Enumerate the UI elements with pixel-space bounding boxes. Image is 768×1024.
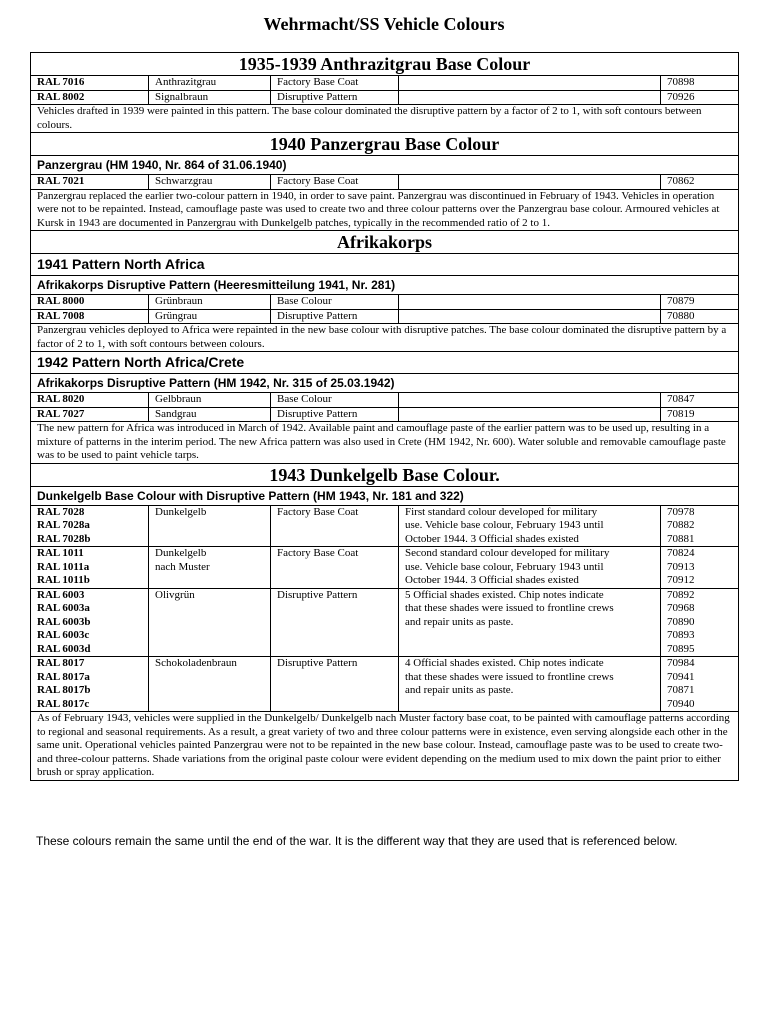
colour-notes-cell: [399, 657, 661, 712]
colour-usage: Base Colour: [271, 295, 399, 310]
paint-code: 70890: [667, 615, 695, 628]
section-subheading: 1941 Pattern North Africa: [31, 254, 739, 276]
colour-notes-cell: [399, 588, 661, 657]
ral-code-list: [31, 547, 149, 589]
section-subheading: 1942 Pattern North Africa/Crete: [31, 352, 739, 374]
colour-notes: [399, 407, 661, 422]
ral-code: RAL 1011b: [37, 574, 90, 586]
description-row: [31, 189, 739, 231]
description-row: [31, 324, 739, 352]
colour-name: Sandgrau: [149, 407, 271, 422]
paint-codes-cell: [661, 657, 739, 712]
colour-notes: [399, 76, 661, 91]
paint-code: 70968: [667, 602, 695, 614]
section-heading: 1935-1939 Anthrazitgrau Base Colour: [31, 53, 739, 76]
colour-notes-line: that these shades were issued to frontline crews: [405, 602, 614, 614]
paint-codes-cell: [661, 588, 739, 657]
colour-name: Anthrazitgrau: [149, 76, 271, 91]
paint-codes: 70880: [661, 309, 739, 324]
ral-code-list: [31, 588, 149, 657]
colour-notes-cell: [399, 547, 661, 589]
ral-code: RAL 1011a: [37, 560, 90, 573]
paint-code: 70881: [667, 532, 695, 545]
colour-name-cell: [149, 657, 271, 712]
ral-code-list: [31, 505, 149, 547]
paint-code: 70913: [667, 560, 695, 573]
section-description: Vehicles drafted in 1939 were painted in this pattern. The base colour dominated the disruptive pattern by a factor of 2 to 1, with soft contours between colours.: [31, 105, 739, 133]
paint-code: 70892: [667, 588, 695, 601]
vehicle-colours-table: [30, 52, 739, 781]
table-row: [31, 657, 739, 712]
section-heading-row: [31, 53, 739, 76]
paint-codes-cell: [661, 547, 739, 589]
subheading-row: [31, 374, 739, 393]
colour-name: nach Muster: [155, 560, 210, 573]
colour-name: Schokoladenbraun: [155, 657, 237, 669]
colour-notes-line: and repair units as paste.: [405, 615, 514, 628]
colour-name: Signalbraun: [149, 90, 271, 105]
colour-notes: [399, 90, 661, 105]
section-heading: 1940 Panzergrau Base Colour: [31, 133, 739, 156]
colour-notes: [399, 309, 661, 324]
ral-code: RAL 8017c: [37, 697, 90, 710]
colour-notes-line: October 1944. 3 Official shades existed: [405, 574, 579, 586]
table-row: [31, 90, 739, 105]
colour-notes: [399, 175, 661, 190]
paint-codes: 70862: [661, 175, 739, 190]
ral-code: RAL 8000: [31, 295, 149, 310]
colour-usage: Base Colour: [271, 393, 399, 408]
description-row: [31, 422, 739, 464]
colour-usage: Disruptive Pattern: [271, 309, 399, 324]
paint-code: 70940: [667, 697, 695, 710]
paint-code: 70912: [667, 574, 695, 586]
colour-notes-line: that these shades were issued to frontline crews: [405, 670, 614, 683]
ral-code: RAL 6003a: [37, 602, 90, 614]
section-subheading: Afrikakorps Disruptive Pattern (Heeresmitteilung 1941, Nr. 281): [31, 276, 739, 295]
ral-code: RAL 7028a: [37, 519, 90, 531]
table-row: [31, 407, 739, 422]
colour-notes-line: 5 Official shades existed. Chip notes indicate: [405, 588, 604, 601]
colour-name: Dunkelgelb: [155, 505, 207, 518]
ral-code: RAL 6003b: [37, 615, 91, 628]
colour-usage: Factory Base Coat: [271, 76, 399, 91]
ral-code: RAL 7028: [37, 505, 85, 518]
paint-code: 70882: [667, 519, 695, 531]
table-row: [31, 505, 739, 547]
colour-notes-line: and repair units as paste.: [405, 684, 514, 696]
ral-code: RAL 6003: [37, 588, 85, 601]
paint-codes: 70879: [661, 295, 739, 310]
subheading-row: [31, 486, 739, 505]
description-row: [31, 105, 739, 133]
ral-code: RAL 7016: [31, 76, 149, 91]
table-row: [31, 76, 739, 91]
colour-name-cell: [149, 547, 271, 589]
colour-usage: Factory Base Coat: [271, 505, 399, 547]
paint-code: 70871: [667, 684, 695, 696]
ral-code: RAL 1011: [37, 547, 84, 559]
section-subheading: Panzergrau (HM 1940, Nr. 864 of 31.06.1940): [31, 156, 739, 175]
section-heading: 1943 Dunkelgelb Base Colour.: [31, 463, 739, 486]
colour-usage: Disruptive Pattern: [271, 90, 399, 105]
colour-name: Dunkelgelb: [155, 547, 207, 559]
table-row: [31, 295, 739, 310]
colour-name: Schwarzgrau: [149, 175, 271, 190]
paint-code: 70893: [667, 629, 695, 641]
ral-code-list: [31, 657, 149, 712]
paint-code: 70941: [667, 670, 695, 683]
paint-code: 70824: [667, 547, 695, 559]
colour-usage: Factory Base Coat: [271, 547, 399, 589]
ral-code: RAL 8017a: [37, 670, 90, 683]
paint-code: 70895: [667, 642, 695, 655]
paint-code: 70978: [667, 505, 695, 518]
paint-codes: 70898: [661, 76, 739, 91]
ral-code: RAL 6003c: [37, 629, 90, 641]
colour-notes-line: Second standard colour developed for military: [405, 547, 610, 559]
ral-code: RAL 7021: [31, 175, 149, 190]
colour-name-cell: [149, 588, 271, 657]
colour-notes-line: use. Vehicle base colour, February 1943 until: [405, 519, 604, 531]
colour-notes-line: October 1944. 3 Official shades existed: [405, 532, 579, 545]
colour-name: Gelbbraun: [149, 393, 271, 408]
section-heading-row: [31, 463, 739, 486]
ral-code: RAL 7028b: [37, 532, 91, 545]
ral-code: RAL 8020: [31, 393, 149, 408]
colour-notes-line: use. Vehicle base colour, February 1943 until: [405, 560, 604, 573]
ral-code: RAL 8002: [31, 90, 149, 105]
colour-name: Olivgrün: [155, 588, 195, 601]
colour-notes-line: First standard colour developed for military: [405, 505, 598, 518]
colour-usage: Disruptive Pattern: [271, 657, 399, 712]
colour-notes: [399, 295, 661, 310]
footer-note: These colours remain the same until the end of the war. It is the different way that they are used that is referenced below.: [36, 834, 678, 848]
section-description: The new pattern for Africa was introduced in March of 1942. Available paint and camouflage paste of the earlier pattern was to be used up, resulting in a mixture of patterns in the interim period. The new Africa pattern was also used in Crete (HM 1942, Nr. 600). Water soluble and removable camouflage paste was to be used to paint vehicle tarps.: [31, 422, 739, 464]
section-subheading: Dunkelgelb Base Colour with Disruptive Pattern (HM 1943, Nr. 181 and 322): [31, 486, 739, 505]
subheading-row: [31, 352, 739, 374]
section-heading-row: [31, 133, 739, 156]
colour-usage: Disruptive Pattern: [271, 588, 399, 657]
table-row: [31, 588, 739, 657]
colour-notes-line: 4 Official shades existed. Chip notes indicate: [405, 657, 604, 669]
table-row: [31, 175, 739, 190]
subheading-row: [31, 276, 739, 295]
table-row: [31, 547, 739, 589]
table-row: [31, 309, 739, 324]
section-subheading: Afrikakorps Disruptive Pattern (HM 1942, Nr. 315 of 25.03.1942): [31, 374, 739, 393]
table-row: [31, 393, 739, 408]
paint-codes: 70819: [661, 407, 739, 422]
paint-code: 70984: [667, 657, 695, 669]
section-description: Panzergrau replaced the earlier two-colour pattern in 1940, in order to save paint. Panzergrau was discontinued in February of 1943. Vehicles in operation were not to be repainted. Instead, camouflage paste was used to create two and three colour patterns over the Panzergrau base colour. Armoured vehicles at Kursk in 1943 are documented in Panzergrau with Dunkelgelb patches, typically in the recommended ratio of 2 to 1.: [31, 189, 739, 231]
paint-codes-cell: [661, 505, 739, 547]
section-description: As of February 1943, vehicles were supplied in the Dunkelgelb/ Dunkelgelb nach Muster factory base coat, to be painted with camouflage patterns according to regional and seasonal requirements. As a result, a great variety of two and three colour patterns were in existence, even serving alongside each other in the same unit. Operational vehicles painted Panzergrau were not to be repainted in the new base colour. Instead, camouflage paste was to be used to create two- and three-colour patterns. Shade variations from the original paste colour were evident depending on the medium used to mix down the paint prior to either brush or spray application.: [31, 712, 739, 781]
colour-usage: Disruptive Pattern: [271, 407, 399, 422]
page-title: Wehrmacht/SS Vehicle Colours: [263, 14, 505, 34]
paint-codes: 70847: [661, 393, 739, 408]
subheading-row: [31, 156, 739, 175]
colour-usage: Factory Base Coat: [271, 175, 399, 190]
section-heading: Afrikakorps: [31, 231, 739, 254]
subheading-row: [31, 254, 739, 276]
ral-code: RAL 7008: [31, 309, 149, 324]
ral-code: RAL 7027: [31, 407, 149, 422]
colour-name-cell: [149, 505, 271, 547]
colour-notes-cell: [399, 505, 661, 547]
ral-code: RAL 8017: [37, 657, 85, 669]
section-description: Panzergrau vehicles deployed to Africa were repainted in the new base colour with disruptive patches. The base colour dominated the disruptive pattern by a factor of 2 to 1, with soft contours between colours.: [31, 324, 739, 352]
ral-code: RAL 6003d: [37, 642, 91, 655]
section-heading-row: [31, 231, 739, 254]
colour-notes: [399, 393, 661, 408]
colour-name: Grünbraun: [149, 295, 271, 310]
ral-code: RAL 8017b: [37, 684, 91, 696]
colour-name: Grüngrau: [149, 309, 271, 324]
description-row: [31, 712, 739, 781]
paint-codes: 70926: [661, 90, 739, 105]
